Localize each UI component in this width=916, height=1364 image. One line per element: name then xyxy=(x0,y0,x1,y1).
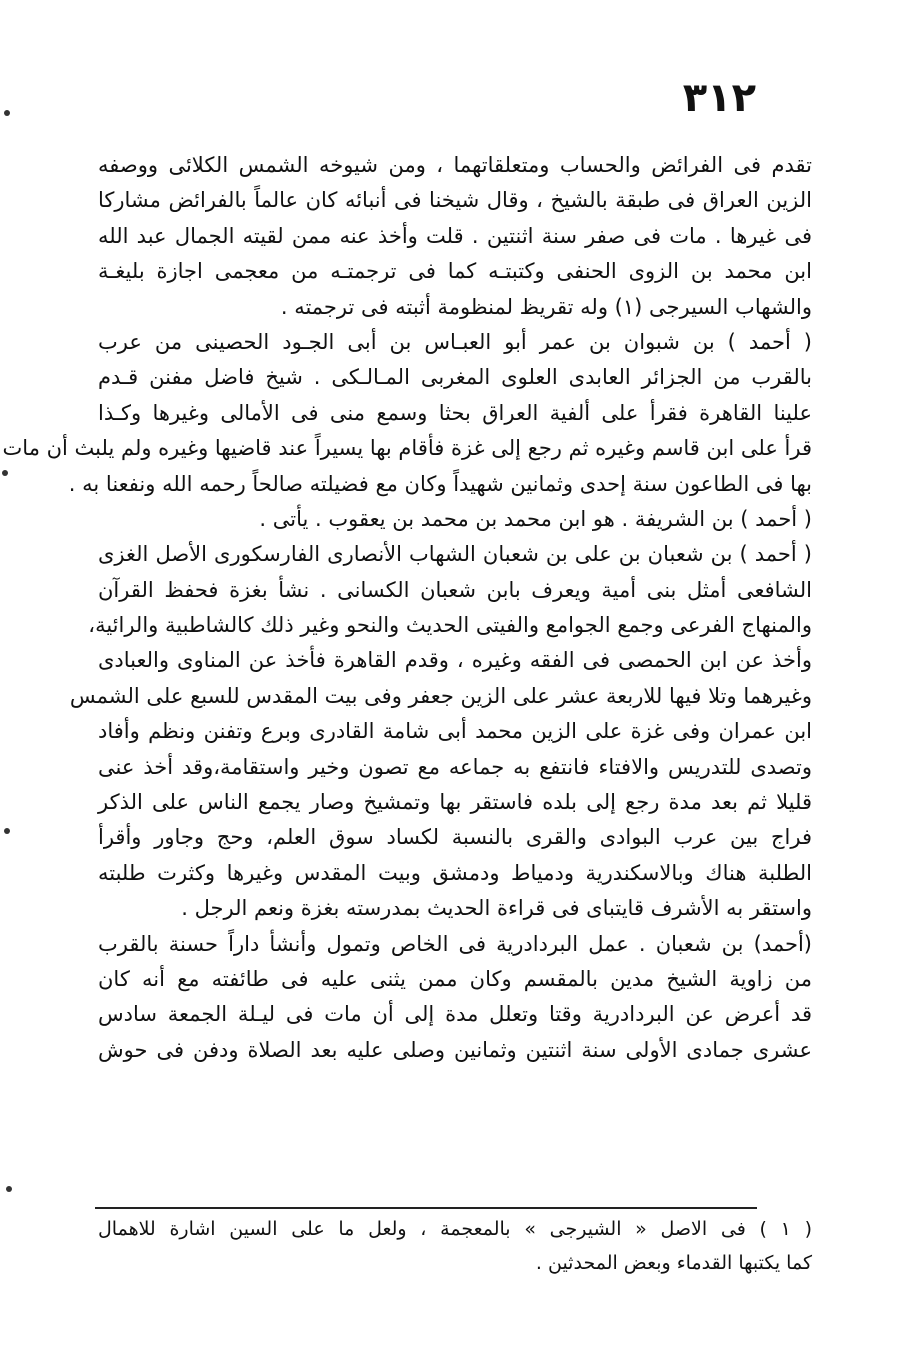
text-line: فى غيرها . مات فى صفر سنة اثنتين . قلت وأخذ عنه ممن لقيته الجمال عبد الله xyxy=(98,223,812,248)
footnote-line: ( ١ ) فى الاصل « الشيرجى » بالمعجمة ، ولعل ما على السين اشارة للاهمال xyxy=(98,1218,813,1240)
text-line: ( أحمد ) بن شبوان بن عمر أبو العبـاس بن أبى الجـود الحصينى من عرب xyxy=(98,329,812,354)
text-line: ( أحمد ) بن الشريفة . هو ابن محمد بن محمد بن يعقوب . يأتى . xyxy=(259,506,812,531)
text-line: تقدم فى الفرائض والحساب ومتعلقاتهما ، ومن شيوخه الشمس الكلائى ووصفه xyxy=(98,153,812,177)
text-line: الشافعى أمثل بنى أمية ويعرف بابن شعبان الكسانى . نشأ بغزة فحفظ القرآن xyxy=(98,577,812,602)
scan-speck xyxy=(4,828,10,834)
footnotes xyxy=(98,1212,812,1280)
text-line: قد أعرض عن البردادرية وقتا وتعلل مدة إلى أن مات فى ليـلة الجمعة سادس xyxy=(98,1002,812,1027)
text-line: علينا القاهرة فقرأ على ألفية العراق بحثا وسمع منى فى الأمالى وغيرها وكـذا xyxy=(98,400,812,425)
text-line: واستقر به الأشرف قايتباى فى قراءة الحديث بمدرسته بغزة ونعم الرجل . xyxy=(181,896,812,921)
text-line: الزين العراق فى طبقة بالشيخ ، وقال شيخنا فى أنبائه كان عالماً بالفرائض مشاركا xyxy=(98,188,812,213)
text-line: ابن عمران وفى غزة على الزين محمد أبى شامة القادرى وبرع وتفنن ونظم وأفاد xyxy=(98,719,812,744)
text-line: بالقرب من الجزائر العابدى العلوى المغربى المـالـكى . شيخ فاضل مفنن قـدم xyxy=(98,365,812,390)
text-line: والمنهاج الفرعى وجمع الجوامع والفيتى الحديث والنحو وغير ذلك كالشاطبية والرائية، xyxy=(88,613,812,638)
main-text xyxy=(2,148,812,1068)
scan-speck xyxy=(2,470,8,476)
text-line: من زاوية الشيخ مدين بالمقسم وكان ممن يثنى عليه فى طائفته مع أنه كان xyxy=(98,966,812,991)
footnote-line: كما يكتبها القدماء وبعض المحدثين . xyxy=(535,1252,812,1274)
text-line: فراج بين عرب البوادى والقرى بالنسبة لكساد سوق العلم، وحج وجاور وأقرأ xyxy=(98,825,812,850)
scan-speck xyxy=(6,1186,12,1192)
text-line: وأخذ عن ابن الحمصى فى الفقه وغيره ، وقدم القاهرة فأخذ عن المناوى والعبادى xyxy=(98,648,812,673)
text-line: (أحمد) بن شعبان . عمل البردادرية فى الخاص وتمول وأنشأ داراً حسنة بالقرب xyxy=(98,931,812,956)
page-number: ٣١٢ xyxy=(682,75,756,121)
text-line: ( أحمد ) بن شعبان بن على بن شعبان الشهاب الأنصارى الفارسكورى الأصل الغزى xyxy=(98,542,812,567)
footnote-divider xyxy=(95,1207,757,1209)
text-line: قرأ على ابن قاسم وغيره ثم رجع إلى غزة فأقام بها يسيراً عند قاضيها وغيره ولم يلبث أن مات xyxy=(2,436,812,461)
scan-speck xyxy=(4,110,10,116)
text-line: الطلبة هناك وبالاسكندرية ودمياط ودمشق وبيت المقدس وغيرها وكثرت طلبته xyxy=(98,860,812,885)
text-line: والشهاب السيرجى (١) وله تقريظ لمنظومة أثبته فى ترجمته . xyxy=(280,294,812,319)
text-line: ابن محمد بن الزوى الحنفى وكتبتـه كما فى ترجمتـه من معجمى اجازة بليغـة xyxy=(98,259,812,284)
text-line: بها فى الطاعون سنة إحدى وثمانين شهيداً وكان مع فضيلته صالحاً رحمه الله ونفعنا به . xyxy=(68,471,812,496)
text-line: قليلا ثم بعد مدة رجع إلى بلده فاستقر بها وتمشيخ وصار يجمع الناس على الذكر xyxy=(98,790,812,815)
text-line: عشرى جمادى الأولى سنة اثنتين وثمانين وصلى عليه بعد الصلاة ودفن فى حوش xyxy=(98,1037,812,1062)
text-line: وتصدى للتدريس والافتاء فانتفع به جماعه مع تصون وخير واستقامة،وقد أخذ عنى xyxy=(98,754,812,779)
text-line: وغيرهما وتلا فيها للاربعة عشر على الزين جعفر وفى بيت المقدس للسبع على الشمس xyxy=(69,683,812,708)
